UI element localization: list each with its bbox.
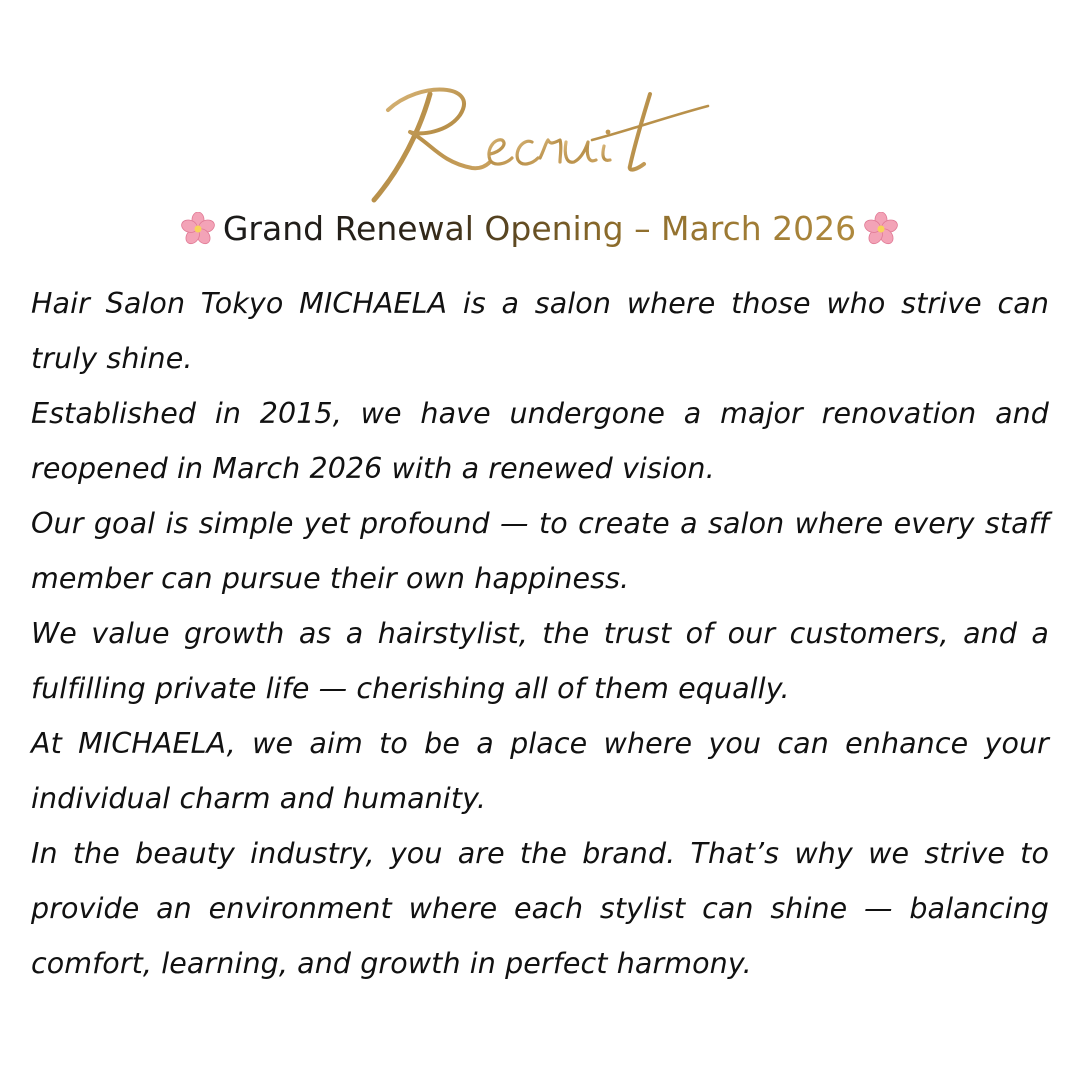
cherry-blossom-icon	[864, 212, 898, 246]
paragraph: At MICHAELA, we aim to be a place where you can enhance your individual charm and humanity.	[31, 727, 1049, 815]
grand-renewal-title: Grand Renewal Opening – March 2026	[215, 209, 864, 248]
recruit-message	[31, 276, 1049, 991]
recruit-script-logo	[360, 70, 720, 210]
recruit-logo	[360, 70, 720, 210]
subtitle-line	[0, 207, 1079, 251]
paragraph: In the beauty industry, you are the brand. That’s why we strive to provide an environment where each stylist can shine — balancing comfort, learning, and growth in perfect harmony.	[31, 837, 1049, 980]
cherry-blossom-icon	[181, 212, 215, 246]
paragraph: Established in 2015, we have undergone a major renovation and reopened in March 2026 with a renewed vision.	[31, 397, 1049, 485]
paragraph: We value growth as a hairstylist, the trust of our customers, and a fulfilling private life — cherishing all of them equally.	[31, 617, 1049, 705]
paragraph: Our goal is simple yet profound — to create a salon where every staff member can pursue their own happiness.	[31, 507, 1049, 595]
paragraph: Hair Salon Tokyo MICHAELA is a salon where those who strive can truly shine.	[31, 287, 1049, 375]
